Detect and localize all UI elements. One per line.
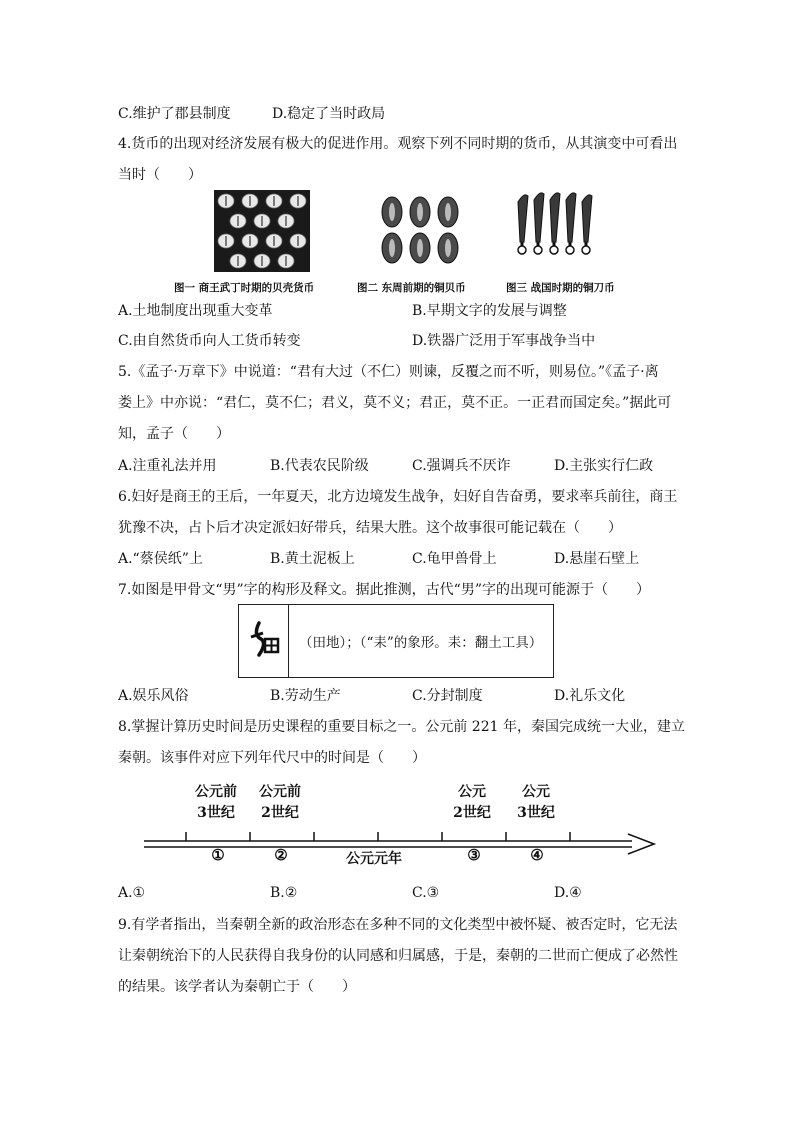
timeline-label-3rd-ad-top: 公元 — [522, 784, 550, 800]
q6-option-b: B.黄土泥板上 — [270, 551, 355, 567]
timeline-label-year-one: 公元元年 — [346, 851, 402, 867]
timeline-marker-2: ② — [274, 846, 288, 864]
oracle-bone-nan-glyph — [247, 619, 281, 659]
oracle-box-divider — [288, 605, 289, 677]
timeline-label-2nd-ad-bottom: 2世纪 — [453, 805, 491, 821]
q6-option-c: C.龟甲兽骨上 — [412, 551, 497, 567]
q6-stem-line2: 犹豫不决，占卜后才决定派妇好带兵，结果大胜。这个故事很可能记载在（ ） — [118, 520, 622, 536]
q4-option-d: D.铁器广泛用于军事战争当中 — [412, 333, 596, 349]
q6-option-a: A.“蔡侯纸”上 — [118, 551, 203, 567]
q8-option-c: C.③ — [412, 885, 440, 901]
oracle-bone-box — [238, 604, 554, 678]
q9-stem-line2: 让秦朝统治下的人民获得自我身份的认同感和归属感，于是，秦朝的二世而亡便成了必然性 — [118, 948, 678, 964]
q8-stem-line1: 8.掌握计算历史时间是历史课程的重要目标之一。公元前 221 年，秦国完成统一大业，建立 — [118, 719, 685, 735]
q9-stem-line3: 的结果。该学者认为秦朝亡于（ ） — [118, 979, 356, 995]
figure1-caption: 图一 商王武丁时期的贝壳货币 — [174, 282, 315, 294]
bronze-knife-coin-image — [510, 190, 600, 272]
q8-option-a: A.① — [118, 885, 146, 901]
q4-stem-line2: 当时（ ） — [118, 167, 202, 183]
q7-option-a: A.娱乐风俗 — [118, 688, 189, 704]
timeline-label-2nd-bc-bottom: 2世纪 — [261, 805, 299, 821]
timeline-label-3rd-bc-top: 公元前 — [195, 784, 237, 800]
timeline-label-3rd-ad-bottom: 3世纪 — [517, 805, 555, 821]
shell-currency-image — [214, 190, 310, 272]
q6-stem-line1: 6.妇好是商王的王后，一年夏天，北方边境发生战争，妇好自告奋勇，要求率兵前往，商王 — [118, 489, 678, 505]
q7-option-c: C.分封制度 — [412, 688, 483, 704]
q6-option-d: D.悬崖石壁上 — [554, 551, 640, 567]
q5-option-a: A.注重礼法并用 — [118, 458, 217, 474]
q8-option-b: B.② — [270, 885, 298, 901]
figure2-caption: 图二 东周前期的铜贝币 — [357, 282, 466, 294]
oracle-box-text: （田地）；（“耒”的象形。耒：翻土工具） — [299, 635, 543, 651]
timeline-label-2nd-bc-top: 公元前 — [259, 784, 301, 800]
bronze-shell-coin-image — [378, 194, 466, 266]
timeline-label-2nd-ad-top: 公元 — [458, 784, 486, 800]
q5-stem-line3: 知，孟子（ ） — [118, 426, 230, 442]
q4-option-a: A.土地制度出现重大变革 — [118, 303, 273, 319]
q4-stem-line1: 4.货币的出现对经济发展有极大的促进作用。观察下列不同时期的货币，从其演变中可看出 — [118, 136, 678, 152]
q5-stem-line2: 娄上》中亦说：“君仁，莫不仁；君义，莫不义；君正，莫不正。一正君而国定矣。”据此可 — [118, 395, 672, 411]
q7-stem: 7.如图是甲骨文“男”字的构形及释文。据此推测，古代“男”字的出现可能源于（ ） — [118, 582, 650, 598]
q3-option-d: D.稳定了当时政局 — [272, 106, 386, 122]
timeline-marker-3: ③ — [467, 846, 481, 864]
q5-option-b: B.代表农民阶级 — [270, 458, 369, 474]
q4-option-b: B.早期文字的发展与调整 — [412, 303, 567, 319]
q5-option-c: C.强调兵不厌诈 — [412, 458, 511, 474]
q7-option-b: B.劳动生产 — [270, 688, 341, 704]
q5-stem-line1: 5.《孟子·万章下》中说道：“君有大过（不仁）则谏，反覆之而不听，则易位。”《孟子·离 — [118, 364, 659, 380]
q9-stem-line1: 9.有学者指出，当秦朝全新的政治形态在多种不同的文化类型中被怀疑、被否定时，它无法 — [118, 917, 678, 933]
q8-stem-line2: 秦朝。该事件对应下列年代尺中的时间是（ ） — [118, 750, 426, 766]
timeline-marker-4: ④ — [530, 846, 544, 864]
q5-option-d: D.主张实行仁政 — [554, 458, 654, 474]
q7-option-d: D.礼乐文化 — [554, 688, 626, 704]
q3-option-c: C.维护了郡县制度 — [118, 106, 231, 122]
timeline-marker-1: ① — [211, 846, 225, 864]
q4-option-c: C.由自然货币向人工货币转变 — [118, 333, 301, 349]
q8-option-d: D.④ — [554, 885, 582, 901]
figure3-caption: 图三 战国时期的铜刀币 — [506, 282, 615, 294]
timeline-label-3rd-bc-bottom: 3世纪 — [197, 805, 235, 821]
